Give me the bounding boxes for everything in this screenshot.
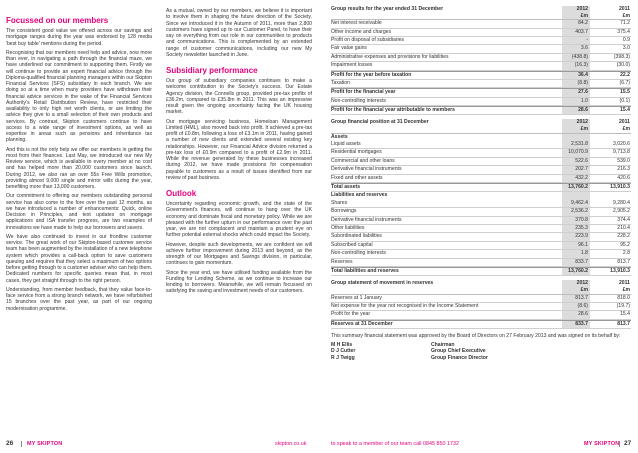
table-title: Group results for the year ended 31 December	[331, 6, 444, 12]
outlook-paragraph: Uncertainty regarding economic growth, and the state of the Government's finances, will continue to hang over the UK economy and dominate fiscal and monetary policy. While we are pleased with the further upturn in our performance over the past year, we are not complacent and maintain a prudent eye on further potential external shocks which could impact the Society.	[166, 201, 312, 239]
table-row	[331, 295, 631, 303]
value-2012: 2,536.2	[562, 208, 590, 215]
table-row	[331, 242, 631, 250]
value-2011: (30.0)	[616, 62, 630, 69]
row-label: Subordinated liabilities	[331, 233, 382, 240]
value-2011: (398.3)	[613, 53, 630, 60]
signatory-row	[331, 355, 631, 361]
value-2012: 522.6	[562, 158, 590, 165]
table-row	[331, 183, 631, 192]
outlook-heading: Outlook	[166, 189, 197, 198]
value-2011: 2.8	[622, 250, 630, 257]
value-2012: 1.0	[562, 98, 590, 105]
row-label: Total liabilities and reserves	[331, 267, 399, 274]
subsidiary-heading: Subsidiary performance	[166, 66, 258, 75]
value-2012: 27.6	[562, 89, 590, 96]
value-2011: 216.3	[617, 166, 630, 173]
outlook-paragraph: Since the year end, we have utilised funding available from the Funding for Lending Scheme, as we continue to increase our lending to borrowers. Meanwhile, we will remain focussed on satisfying the saving and investment needs of our customers.	[166, 269, 312, 295]
table-row	[331, 217, 631, 225]
value-2011: 228.2	[617, 233, 630, 240]
value-2012: 10,070.9	[562, 149, 590, 156]
unit-label: £m	[580, 126, 588, 133]
value-2011: 374.4	[617, 216, 630, 223]
value-2012: 432.2	[562, 175, 590, 182]
value-2012: 9,462.4	[562, 200, 590, 207]
row-label: Impairment losses	[331, 62, 373, 69]
shade-cell	[562, 134, 590, 141]
value-2012: 96.1	[562, 242, 590, 249]
value-2011: (19.7)	[616, 302, 630, 309]
unit-label: £m	[622, 12, 630, 19]
row-label: Net interest receivable	[331, 20, 382, 27]
value-2012: 2,531.8	[562, 141, 590, 148]
signatory-name: R J Twigg	[331, 354, 355, 361]
table-row	[331, 175, 631, 183]
signatory-role: Group Chief Executive	[431, 348, 486, 355]
signatories	[331, 342, 631, 361]
year-header-2011	[590, 280, 631, 293]
year-header-2012	[562, 119, 590, 132]
subsidiary-paragraph: Our mortgage servicing business, Homeloan Management Limited (HML), also moved back into profit. It achieved a pre-tax profit of £0.8m, following a loss of £3.1m in 2011, having gained a number of new clients and extended several existing key relationships. However, our Financial Advice division returned a pre-tax loss of £0.9m compared to a profit of £2.9m in 2011. While the revenue generated by these businesses increased during 2012, we have made provisions for compensation payable to customers as a result of issues identified from our review of past business.	[166, 118, 312, 181]
table-row	[331, 303, 631, 311]
table-row	[331, 71, 631, 80]
signatory-name: M H Ellis	[331, 342, 353, 349]
members-paragraph: Understanding, from member feedback, that they value face-to-face service from a strong branch network, we have refurbished 15 branches over the past year, as part of our ongoing modernisation programme.	[6, 286, 152, 312]
value-2012: 13,760.2	[562, 184, 590, 191]
year-header-2011	[590, 6, 631, 19]
members-paragraph: Our commitment to offering our members outstanding personal service has also come to the fore over the past 12 months, as we have introduced a number of enhancements: Quick, online Decision in Principles, and text updates on mortgage applications and ISA transfer progress, are two examples of innovations we have made to help our borrowers and savers.	[6, 193, 152, 231]
table-row	[331, 158, 631, 166]
table-header	[331, 6, 631, 20]
value-2012: (16.3)	[562, 62, 590, 69]
unit-label: £m	[580, 12, 588, 19]
brand-logo-left: MY SKIPTON	[27, 441, 63, 447]
table-row	[331, 149, 631, 157]
members-paragraph: Recognising that our members need help and advice, now more than ever, in navigating a path through the financial maze, we have underlined our commitment to supporting them. Firstly we will continue to provide an expert financial advice through the Diploma-qualified financial planning managers within our Skipton Financial Services (SFS) subsidiary in each branch. We are doing so at a time when many providers have withdrawn their financial advice services in the wake of the Financial Services Authority's Retail Distribution Review, have restricted their availability to only high net worth clients, or are limiting the advice they give to a small selection of their own products and services. By contrast, Skipton customers continue to have access to a wide range of investment options, as well as expertise in areas such as pensions and inheritance tax planning.	[6, 49, 152, 144]
table-row	[331, 62, 631, 70]
value-2012: 3.6	[562, 45, 590, 52]
year-header-2011	[590, 119, 631, 132]
column-subsidiaries-outlook	[166, 6, 312, 298]
blank-cell	[590, 134, 631, 141]
value-2011: 818.0	[617, 294, 630, 301]
row-label: Reserves at 31 December	[331, 320, 393, 327]
section-label: Liabilities and reserves	[331, 192, 388, 199]
table-row	[331, 80, 631, 88]
row-label: Subscribed capital	[331, 241, 373, 248]
row-label: Derivative financial instruments	[331, 216, 402, 223]
members-paragraph: We have also continued to invest in our frontline customer service. The great work of our Skipton-based customer service team has been augmented by the installation of a new telephone system which provides a call-back option to save customers queuing and requires that they select a maximum of two options before getting through to a customer adviser who can help them. Dedicated numbers for specific queries mean that, in most cases, they get straight through to the right person.	[6, 233, 152, 284]
row-label: Residential mortgages	[331, 149, 382, 156]
value-2012: 833.7	[562, 321, 590, 328]
value-2011: 15.4	[620, 107, 630, 114]
row-label: Shares	[331, 199, 348, 206]
table-row	[331, 88, 631, 97]
value-2011: 15.5	[620, 89, 630, 96]
table-row	[331, 106, 631, 115]
row-label: Other income and charges	[331, 28, 392, 35]
value-2012: 202.7	[562, 166, 590, 173]
column-members	[6, 6, 152, 315]
approval-statement: This summary financial statement was approved by the Board of Directors on 27 February 2013 and was signed on its behalf by:	[331, 333, 621, 340]
row-label: Fair value gains	[331, 45, 367, 52]
signatory-role: Chairman	[431, 342, 455, 349]
row-label: Derivative financial instruments	[331, 166, 402, 173]
year-label: 2011	[618, 6, 630, 12]
table-row	[331, 45, 631, 53]
value-2011: 0.9	[622, 36, 630, 43]
table-row	[331, 225, 631, 233]
table-row	[331, 311, 631, 319]
year-label: 2012	[576, 280, 588, 287]
value-2011: 420.6	[617, 174, 630, 181]
value-2011: 3.0	[622, 45, 630, 52]
value-2012: 28.6	[562, 311, 590, 318]
value-2011: 2,905.2	[613, 208, 630, 215]
column-financials	[331, 6, 631, 361]
table-row	[331, 200, 631, 208]
section-label: Assets	[331, 133, 348, 140]
value-2012: (8.6)	[562, 303, 590, 310]
table-row	[331, 250, 631, 258]
year-label: 2011	[618, 119, 630, 126]
movement-in-reserves-table	[331, 280, 631, 329]
table-title: Group statement of movement in reserves	[331, 280, 434, 287]
table-row	[331, 166, 631, 174]
value-2012: 84.2	[562, 20, 590, 27]
value-2012: 370.8	[562, 217, 590, 224]
value-2011: 71.2	[620, 20, 630, 27]
table-row	[331, 267, 631, 276]
value-2011: 13,910.3	[610, 267, 630, 274]
row-label: Profit for the year	[331, 311, 371, 318]
value-2012: 28.6	[562, 107, 590, 114]
footer-divider	[21, 441, 22, 447]
table-row	[331, 208, 631, 216]
value-2012: 235.3	[562, 225, 590, 232]
value-2011: 13,910.3	[610, 184, 630, 191]
row-label: Taxation	[331, 79, 350, 86]
value-2012: (438.8)	[562, 54, 590, 61]
row-label: Profit for the year before taxation	[331, 71, 412, 78]
table-row	[331, 37, 631, 45]
shade-cell	[562, 192, 590, 199]
value-2011: 22.2	[620, 71, 630, 78]
unit-label: £m	[622, 286, 630, 293]
row-label: Reserves	[331, 258, 353, 265]
row-label: Net expense for the year not recognised in the Income Statement	[331, 302, 479, 309]
table-row	[331, 98, 631, 106]
unit-label: £m	[580, 286, 588, 293]
row-label: Borrowings	[331, 208, 357, 215]
value-2011: 9,713.8	[613, 149, 630, 156]
value-2011: 15.4	[620, 311, 630, 318]
table-row	[331, 233, 631, 241]
value-2011: 3,020.6	[613, 141, 630, 148]
row-label: Profit for the financial year attributable to members	[331, 107, 455, 114]
mutual-intro-paragraph: As a mutual, owned by our members, we believe it is important to involve them in shaping the future direction of the Society. Since we introduced it in the Autumn of 2011, more than 2,800 customers have signed up to our Customer Panel, to have their say on everything from our role in our communities to products and communications. This is complemented by an extended range of customer communications, including our new My Society newsletter launched in June.	[166, 8, 312, 58]
row-label: Commercial and other loans	[331, 157, 395, 164]
value-2012: 833.7	[562, 259, 590, 266]
row-label: Profit for the financial year	[331, 89, 396, 96]
value-2011: 9,280.4	[613, 199, 630, 206]
value-2011: 813.7	[617, 320, 630, 327]
year-header-2012	[562, 6, 590, 19]
liabilities-section-heading	[331, 192, 631, 199]
value-2011: 539.0	[617, 157, 630, 164]
table-row	[331, 20, 631, 28]
value-2012: 813.7	[562, 295, 590, 302]
table-header	[331, 119, 631, 133]
table-row	[331, 54, 631, 62]
financial-position-table	[331, 119, 631, 276]
value-2011: 210.4	[617, 224, 630, 231]
contact-phone-text: to speak to a member of our team call 0845 850 1732	[331, 441, 459, 447]
unit-label: £m	[622, 126, 630, 133]
row-label: Administrative expenses and provisions for liabilities	[331, 53, 449, 60]
row-label: Total assets	[331, 184, 361, 191]
year-label: 2011	[618, 280, 630, 287]
value-2012: -	[562, 37, 590, 44]
left-page-number: 26	[6, 440, 14, 447]
members-heading: Focussed on our members	[6, 16, 109, 25]
blank-cell	[590, 192, 631, 199]
table-title: Group financial position at 31 December	[331, 119, 429, 126]
members-paragraph: The consistent good value we offered across our savings and mortgage ranges during the year was endorsed by 128 media 'best buy table' mentions during the period.	[6, 28, 152, 47]
value-2012: (8.8)	[562, 80, 590, 87]
value-2011: 375.4	[617, 28, 630, 35]
row-label: Non-controlling interests	[331, 97, 386, 104]
subsidiary-paragraph: Our group of subsidiary companies continues to make a welcome contribution to the Society's success. Our Estate Agency division, the Connells group, provided pre-tax profits of £36.2m, compared to £35.8m in 2011. This was an impressive result given the ongoing uncertainty facing the UK housing market.	[166, 78, 312, 116]
table-header	[331, 280, 631, 294]
year-header-2012	[562, 280, 590, 293]
value-2011: (0.1)	[619, 97, 630, 104]
footer-divider	[619, 441, 620, 447]
value-2012: 223.9	[562, 233, 590, 240]
row-label: Liquid assets	[331, 141, 361, 148]
table-row	[331, 141, 631, 149]
value-2011: (6.7)	[619, 79, 630, 86]
value-2011: 95.2	[620, 241, 630, 248]
members-paragraph: And this is not the only help we offer our members in getting the most from their finances. Last May, we introduced our new My Review service, which is available to every member at no cost and has helped more than 20,000 customers since launch. During 2012, we also ran an over 55s Free Wills promotion, providing almost 9,000 single and mirror wills during the year, benefiting more than 13,000 customers.	[6, 146, 152, 190]
page-footer	[0, 438, 638, 450]
right-page-number: 27	[624, 440, 632, 447]
signatory-role: Group Finance Director	[431, 354, 488, 361]
year-label: 2012	[576, 119, 588, 126]
table-row	[331, 29, 631, 37]
outlook-paragraph: However, despite such developments, we are confident we will achieve further improvement during 2013 and beyond, as the strength of our Mortgages and Savings division, in particular, continues to gain momentum.	[166, 241, 312, 267]
table-row	[331, 259, 631, 267]
brand-logo-right: MY SKIPTON	[584, 441, 620, 447]
signatory-name: D J Cutter	[331, 348, 356, 355]
row-label: Fixed and other assets	[331, 174, 383, 181]
table-row	[331, 320, 631, 329]
row-label: Reserves at 1 January	[331, 294, 382, 301]
year-label: 2012	[576, 6, 588, 12]
value-2012: 13,760.2	[562, 268, 590, 275]
value-2012: 36.4	[562, 72, 590, 79]
value-2012: 1.8	[562, 250, 590, 257]
group-results-table	[331, 6, 631, 115]
value-2011: 813.7	[617, 258, 630, 265]
row-label: Non-controlling interests	[331, 250, 386, 257]
website-link[interactable]: skipton.co.uk	[275, 441, 307, 447]
row-label: Other liabilities	[331, 224, 365, 231]
assets-section-heading	[331, 134, 631, 141]
row-label: Profit on disposal of subsidiaries	[331, 36, 405, 43]
value-2012: 403.7	[562, 29, 590, 36]
